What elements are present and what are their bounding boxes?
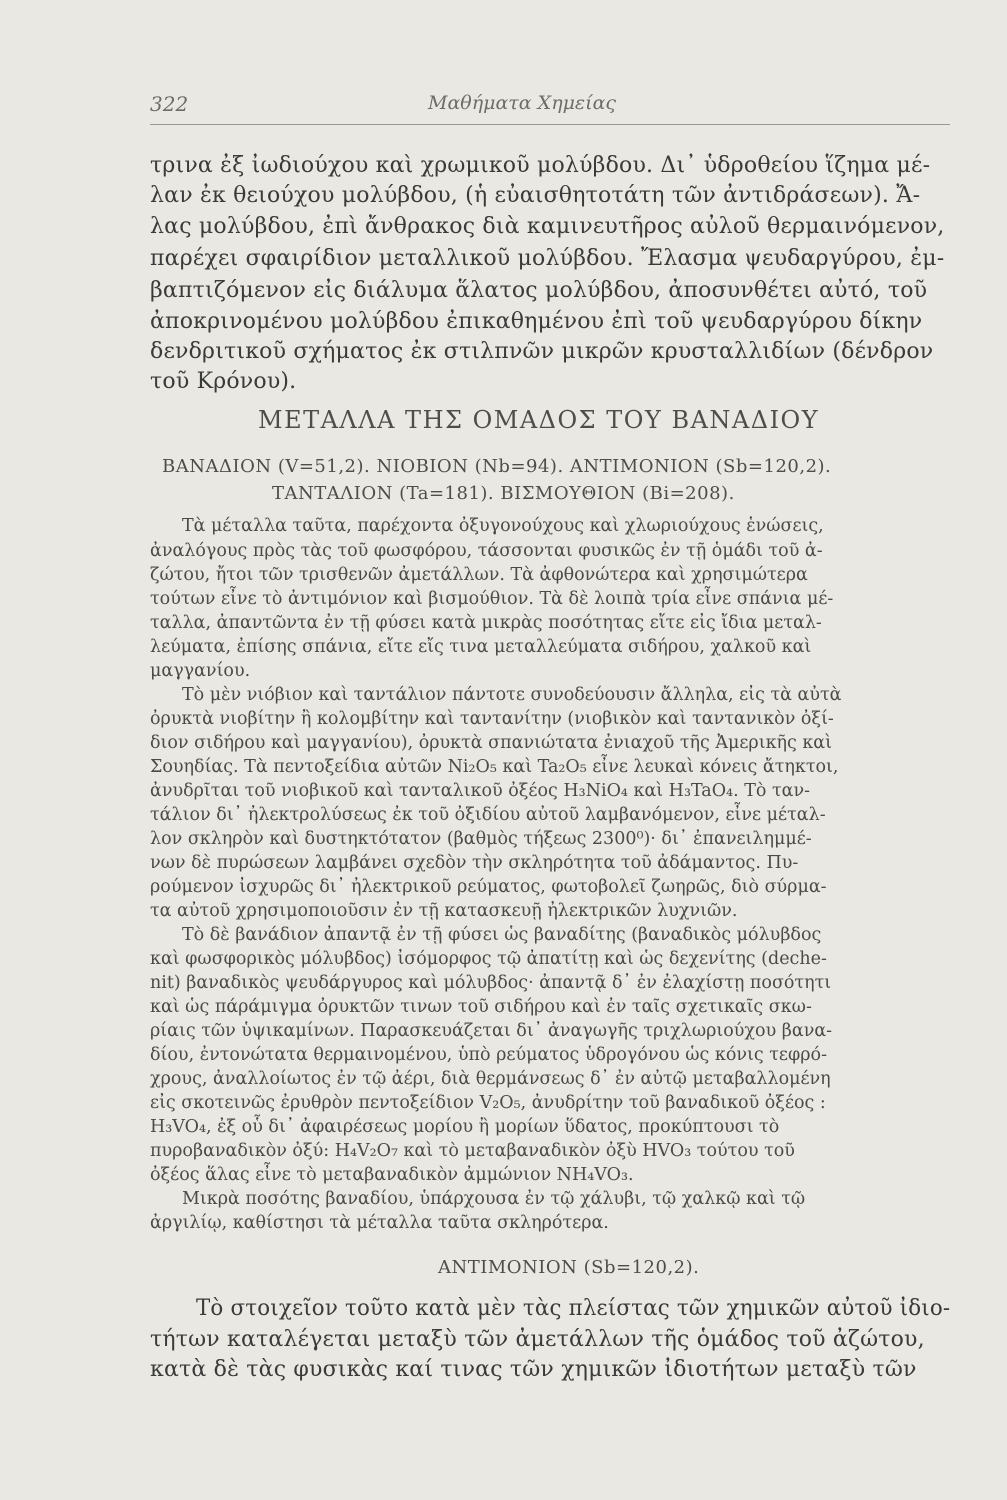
text-line: Τὸ μὲν νιόβιον καὶ ταντάλιον πάντοτε συνοδεύουσιν ἄλληλα, εἰς τὰ αὐτὰ: [182, 685, 842, 705]
text-line: τούτων εἶνε τὸ ἀντιμόνιον καὶ βισμούθιον. Τὰ δὲ λοιπὰ τρία εἶνε σπάνια μέ-: [150, 589, 834, 609]
text-line: καὶ φωσφορικὸς μόλυβδος) ἰσόμορφος τῷ ἀπατίτῃ καὶ ὡς δεχενίτης (deche-: [150, 949, 827, 969]
text-line: λεύματα, ἐπίσης σπάνια, εἴτε εἴς τινα μεταλλεύματα σιδήρου, χαλκοῦ καὶ: [150, 637, 812, 657]
text-line: καὶ ὡς πάράμιγμα ὀρυκτῶν τινων τοῦ σιδήρου καὶ ἐν ταῖς σχετικαῖς σκω-: [150, 997, 812, 1017]
text-line: λας μολύβδου, ἐπὶ ἄνθρακος διὰ καμινευτῆρος αὐλοῦ θερμαινόμενον,: [150, 214, 945, 239]
text-line: Τὰ μέταλλα ταῦτα, παρέχοντα ὀξυγονούχους καὶ χλωριούχους ἑνώσεις,: [182, 516, 824, 536]
text-line: ἀναλόγους πρὸς τὰς τοῦ φωσφόρου, τάσσονται φυσικῶς ἐν τῇ ὁμάδι τοῦ ἀ-: [150, 541, 823, 561]
text-line: διον σιδήρου καὶ μαγγανίου), ὀρυκτὰ σπανιώτατα ἐνιαχοῦ τῆς Ἀμερικῆς καὶ: [150, 733, 832, 753]
text-line: τάλιον δι᾽ ἠλεκτρολύσεως ἐκ τοῦ ὀξιδίου αὐτοῦ λαμβανόμενον, εἶνε μέταλ-: [150, 805, 826, 825]
text-line: ρίαις τῶν ὑψικαμίνων. Παρασκευάζεται δι᾽ ἀναγωγῆς τριχλωριούχου βανα-: [150, 1021, 833, 1041]
text-line: βαπτιζόμενον εἰς διάλυμα ἅλατος μολύβδου, ἀποσυνθέτει αὐτό, τοῦ: [150, 278, 928, 303]
text-line: δενδριτικοῦ σχήματος ἐκ στιλπνῶν μικρῶν κρυσταλλιδίων (δένδρον: [150, 339, 934, 364]
text-line: χρους, ἀναλλοίωτος ἐν τῷ ἀέρι, διὰ θερμάνσεως δ᾽ ἐν αὐτῷ μεταβαλλομένη: [150, 1069, 831, 1089]
text-line: λαν ἐκ θειούχου μολύβδου, (ἡ εὐαισθητοτάτη τῶν ἀντιδράσεων). Ἄ-: [150, 183, 921, 208]
text-line: Σουηδίας. Τὰ πεντοξείδια αὐτῶν Ni₂O₅ καὶ Ta₂O₅ εἶνε λευκαὶ κόνεις ἄτηκτοι,: [150, 757, 839, 777]
page-header: [150, 92, 950, 122]
subsection-heading: ΑΝΤΙΜΟΝΙΟΝ (Sb=120,2).: [438, 1257, 700, 1278]
running-title: Μαθήματα Χημείας: [428, 92, 617, 114]
text-line: τοῦ Κρόνου).: [150, 369, 297, 394]
text-line: δίου, ἐντονώτατα θερμαινομένου, ὑπὸ ρεύματος ὑδρογόνου ὡς κόνις τεφρό-: [150, 1045, 827, 1065]
text-line: Μικρὰ ποσότης βαναδίου, ὑπάρχουσα ἐν τῷ χάλυβι, τῷ χαλκῷ καὶ τῷ: [182, 1189, 806, 1209]
text-line: ἀργιλίῳ, καθίστησι τὰ μέταλλα ταῦτα σκληρότερα.: [150, 1213, 609, 1233]
text-line: H₃VO₄, ἐξ οὗ δι᾽ ἀφαιρέσεως μορίου ἢ μορίων ὕδατος, προκύπτουσι τὸ: [150, 1117, 780, 1137]
text-line: ὀρυκτὰ νιοβίτην ἢ κολομβίτην καὶ ταντανίτην (νιοβικὸν καὶ ταντανικὸν ὀξί-: [150, 709, 834, 729]
text-line: πυροβαναδικὸν ὀξύ: H₄V₂O₇ καὶ τὸ μεταβαναδικὸν ὀξὺ HVO₃ τούτου τοῦ: [150, 1141, 795, 1161]
text-line: τα αὐτοῦ χρησιμοποιοῦσιν ἐν τῇ κατασκευῇ ἠλεκτρικῶν λυχνιῶν.: [150, 901, 738, 921]
text-line: μαγγανίου.: [150, 661, 251, 681]
text-line: nit) βαναδικὸς ψευδάργυρος καὶ μόλυβδος· ἀπαντᾷ δ᾽ ἐν ἐλαχίστῃ ποσότητι: [150, 973, 832, 993]
text-line: νων δὲ πυρώσεων λαμβάνει σχεδὸν τὴν σκληρότητα τοῦ ἀδάμαντος. Πυ-: [150, 853, 799, 873]
text-line: ζώτου, ἤτοι τῶν τρισθενῶν ἀμετάλλων. Τὰ ἀφθονώτερα καὶ χρησιμώτερα: [150, 565, 808, 585]
element-list-line: ΒΑΝΑΔΙΟΝ (V=51,2). ΝΙΟΒΙΟΝ (Nb=94). ΑΝΤΙΜΟΝΙΟΝ (Sb=120,2).: [162, 456, 832, 477]
text-line: Τὸ δὲ βανάδιον ἀπαντᾷ ἐν τῇ φύσει ὡς βαναδίτης (βαναδικὸς μόλυβδος: [182, 925, 822, 945]
text-line: τρινα ἐξ ἰωδιούχου καὶ χρωμικοῦ μολύβδου. Δι᾽ ὑδροθείου ἵζημα μέ-: [150, 153, 931, 178]
text-line: ρούμενον ἰσχυρῶς δι᾽ ἠλεκτρικοῦ ρεύματος, φωτοβολεῖ ζωηρῶς, διὸ σύρμα-: [150, 877, 827, 897]
text-line: παρέχει σφαιρίδιον μεταλλικοῦ μολύβδου. Ἔλασμα ψευδαργύρου, ἐμ-: [150, 246, 945, 271]
header-rule: [150, 124, 950, 125]
text-line: εἰς σκοτεινῶς ἐρυθρὸν πεντοξείδιον V₂O₅, ἀνυδρίτην τοῦ βαναδικοῦ ὀξέος :: [150, 1093, 826, 1113]
text-line: τήτων καταλέγεται μεταξὺ τῶν ἀμετάλλων τῆς ὁμάδος τοῦ ἀζώτου,: [150, 1327, 925, 1352]
element-list-line: ΤΑΝΤΑΛΙΟΝ (Ta=181). ΒΙΣΜΟΥΘΙΟΝ (Bi=208).: [272, 483, 735, 504]
page-number: 322: [150, 92, 189, 116]
text-line: ὀξέος ἅλας εἶνε τὸ μεταβαναδικὸν ἀμμώνιον NH₄VO₃.: [150, 1165, 634, 1185]
text-line: Τὸ στοιχεῖον τοῦτο κατὰ μὲν τὰς πλείστας τῶν χημικῶν αὐτοῦ ἰδιο-: [196, 1296, 951, 1321]
text-line: κατὰ δὲ τὰς φυσικὰς καί τινας τῶν χημικῶν ἰδιοτήτων μεταξὺ τῶν: [150, 1357, 917, 1382]
text-line: ταλλα, ἀπαντῶντα ἐν τῇ φύσει κατὰ μικρὰς ποσότητας εἴτε εἰς ἴδια μεταλ-: [150, 613, 822, 633]
text-line: ἀνυδρῖται τοῦ νιοβικοῦ καὶ τανταλικοῦ ὀξέος H₃NiO₄ καὶ H₃TaO₄. Τὸ ταν-: [150, 781, 811, 801]
section-heading: ΜΕΤΑΛΛΑ ΤΗΣ ΟΜΑΔΟΣ ΤΟΥ ΒΑΝΑΔΙΟΥ: [258, 406, 820, 434]
text-line: ἀποκρινομένου μολύβδου ἐπικαθημένου ἐπὶ τοῦ ψευδαργύρου δίκην: [150, 309, 923, 334]
text-line: λον σκληρὸν καὶ δυστηκτότατον (βαθμὸς τήξεως 2300⁰)· δι᾽ ἐπανειλημμέ-: [150, 829, 812, 849]
